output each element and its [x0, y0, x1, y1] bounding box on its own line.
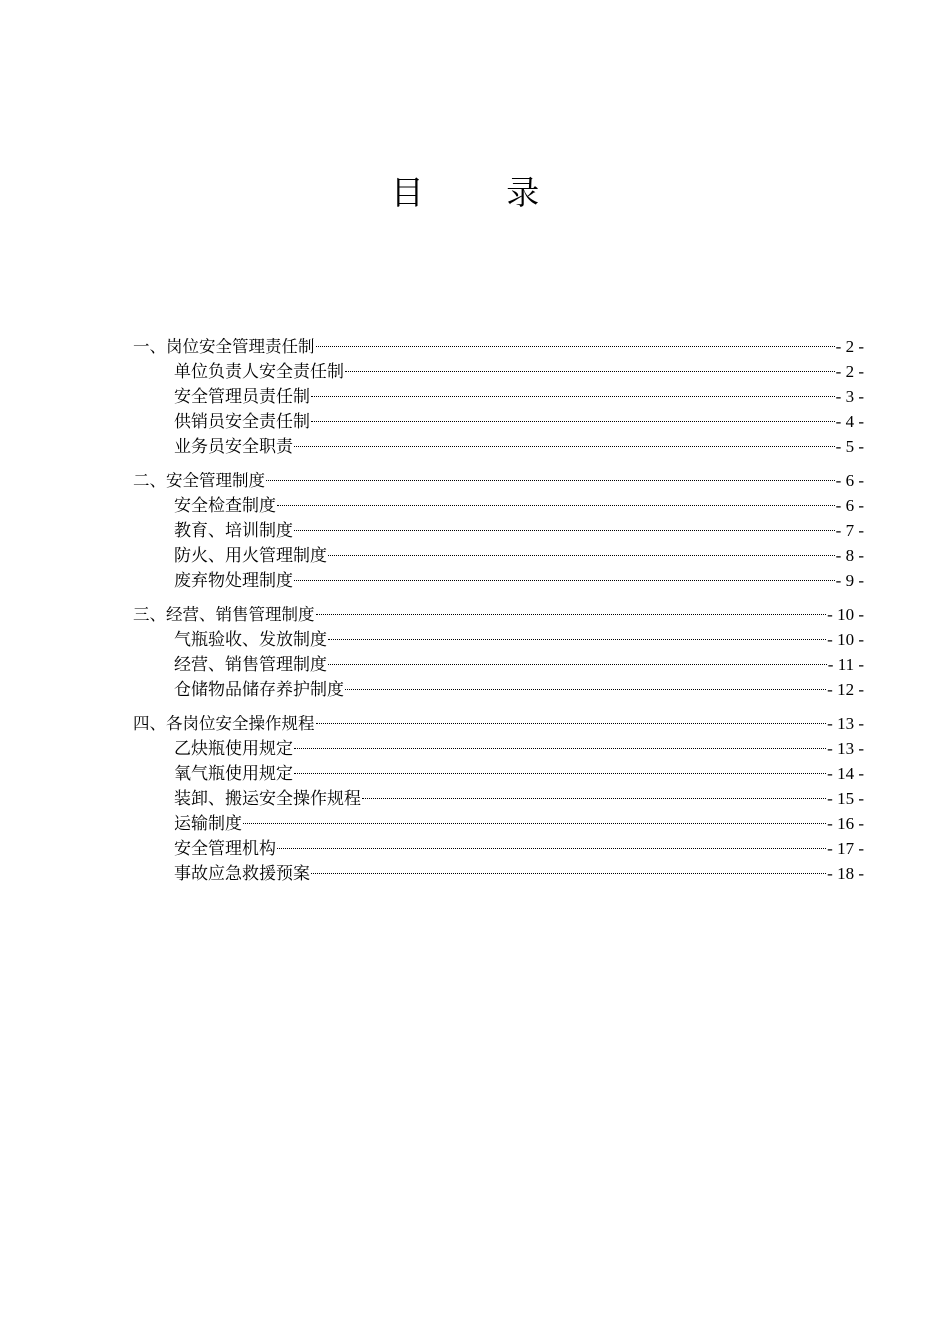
toc-page-number: - 15 - — [827, 789, 864, 808]
dot-leader — [345, 689, 826, 690]
toc-item-label: 安全管理员责任制 — [174, 387, 310, 407]
toc-item[interactable] — [133, 627, 864, 652]
toc-item-label: 安全管理机构 — [174, 839, 276, 859]
toc-item-label: 教育、培训制度 — [174, 521, 293, 541]
toc-page-number: - 6 - — [835, 471, 864, 490]
toc-item-label: 安全检查制度 — [174, 496, 276, 516]
toc-section-1 — [133, 334, 864, 459]
toc-item-label: 经营、销售管理制度 — [174, 655, 327, 675]
toc-item[interactable] — [133, 568, 864, 593]
toc-page-number: - 18 - — [827, 864, 864, 883]
toc-page-number: - 10 - — [827, 605, 864, 624]
toc-item-label: 装卸、搬运安全操作规程 — [174, 789, 361, 809]
toc-heading[interactable] — [133, 468, 864, 493]
toc-item[interactable] — [133, 518, 864, 543]
toc-heading-label: 三、经营、销售管理制度 — [133, 605, 315, 624]
toc-page-number: - 11 - — [827, 655, 864, 674]
toc-heading[interactable] — [133, 334, 864, 359]
toc-section-4 — [133, 711, 864, 886]
toc-heading-label: 一、岗位安全管理责任制 — [133, 337, 315, 356]
table-of-contents — [133, 334, 864, 895]
toc-item[interactable] — [133, 836, 864, 861]
dot-leader — [294, 446, 835, 447]
toc-item[interactable] — [133, 861, 864, 886]
toc-page-number: - 2 - — [835, 362, 864, 381]
toc-item-label: 防火、用火管理制度 — [174, 546, 327, 566]
toc-page-number: - 8 - — [835, 546, 864, 565]
toc-item-label: 仓储物品储存养护制度 — [174, 680, 344, 700]
toc-heading[interactable] — [133, 711, 864, 736]
toc-page-number: - 9 - — [835, 571, 864, 590]
toc-page-number: - 13 - — [827, 739, 864, 758]
toc-item-label: 事故应急救援预案 — [174, 864, 310, 884]
toc-section-3 — [133, 602, 864, 702]
toc-item-label: 气瓶验收、发放制度 — [174, 630, 327, 650]
toc-item-label: 供销员安全责任制 — [174, 412, 310, 432]
toc-item-label: 单位负责人安全责任制 — [174, 362, 344, 382]
dot-leader — [277, 848, 826, 849]
dot-leader — [277, 505, 835, 506]
toc-page-number: - 3 - — [835, 387, 864, 406]
dot-leader — [294, 530, 835, 531]
dot-leader — [362, 798, 826, 799]
toc-item[interactable] — [133, 543, 864, 568]
toc-page-number: - 7 - — [835, 521, 864, 540]
toc-page-number: - 4 - — [835, 412, 864, 431]
toc-heading-label: 二、安全管理制度 — [133, 471, 265, 490]
toc-item-label: 废弃物处理制度 — [174, 571, 293, 591]
dot-leader — [311, 873, 826, 874]
toc-page-number: - 2 - — [835, 337, 864, 356]
toc-item[interactable] — [133, 384, 864, 409]
toc-item[interactable] — [133, 761, 864, 786]
dot-leader — [294, 580, 835, 581]
dot-leader — [316, 614, 827, 615]
dot-leader — [316, 723, 827, 724]
dot-leader — [316, 346, 835, 347]
toc-page-number: - 16 - — [827, 814, 864, 833]
toc-item-label: 业务员安全职责 — [174, 437, 293, 457]
dot-leader — [328, 664, 827, 665]
dot-leader — [266, 480, 835, 481]
dot-leader — [345, 371, 835, 372]
toc-item[interactable] — [133, 359, 864, 384]
dot-leader — [311, 421, 835, 422]
toc-item-label: 氧气瓶使用规定 — [174, 764, 293, 784]
toc-page-number: - 5 - — [835, 437, 864, 456]
toc-title: 目 录 — [390, 173, 576, 212]
toc-heading-label: 四、各岗位安全操作规程 — [133, 714, 315, 733]
toc-heading[interactable] — [133, 602, 864, 627]
toc-item-label: 运输制度 — [174, 814, 242, 834]
dot-leader — [328, 639, 826, 640]
toc-item[interactable] — [133, 736, 864, 761]
toc-item[interactable] — [133, 811, 864, 836]
toc-page-number: - 17 - — [827, 839, 864, 858]
toc-item[interactable] — [133, 652, 864, 677]
toc-item[interactable] — [133, 434, 864, 459]
toc-page-number: - 6 - — [835, 496, 864, 515]
toc-item[interactable] — [133, 409, 864, 434]
dot-leader — [294, 748, 826, 749]
toc-page-number: - 10 - — [827, 630, 864, 649]
toc-section-2 — [133, 468, 864, 593]
dot-leader — [311, 396, 835, 397]
toc-item[interactable] — [133, 493, 864, 518]
dot-leader — [243, 823, 826, 824]
dot-leader — [294, 773, 826, 774]
toc-page-number: - 14 - — [827, 764, 864, 783]
toc-item[interactable] — [133, 786, 864, 811]
dot-leader — [328, 555, 835, 556]
toc-page-number: - 12 - — [827, 680, 864, 699]
toc-page-number: - 13 - — [827, 714, 864, 733]
toc-item-label: 乙炔瓶使用规定 — [174, 739, 293, 759]
toc-item[interactable] — [133, 677, 864, 702]
